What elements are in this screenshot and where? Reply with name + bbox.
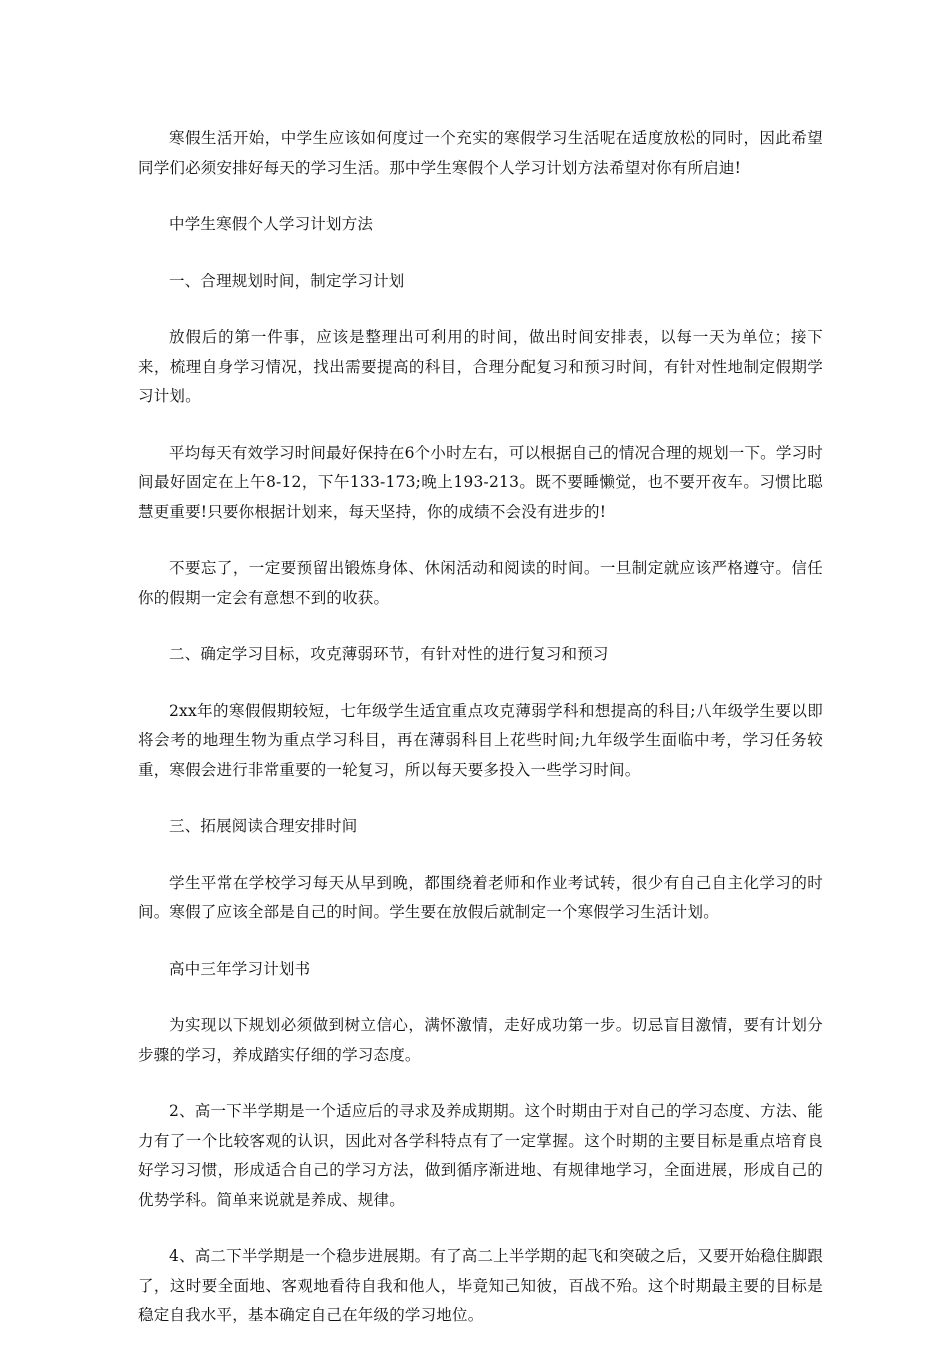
section-1-paragraph-3: 不要忘了，一定要预留出锻炼身体、休闲活动和阅读的时间。一旦制定就应该严格遵守。信任你的假期一定会有意想不到的收获。 — [138, 559, 823, 607]
plan-book-paragraph-1: 为实现以下规划必须做到树立信心，满怀激情，走好成功第一步。切忌盲目激情，要有计划分步骤的学习，养成踏实仔细的学习态度。 — [138, 1016, 823, 1064]
section-3-paragraph: 学生平常在学校学习每天从早到晚，都围绕着老师和作业考试转，很少有自己自主化学习的时间。寒假了应该全部是自己的时间。学生要在放假后就制定一个寒假学习生活计划。 — [138, 873, 823, 921]
section-2-paragraph: 2xx年的寒假假期较短，七年级学生适宜重点攻克薄弱学科和想提高的科目;八年级学生要以即将会考的地理生物为重点学习科目，再在薄弱科目上花些时间;九年级学生面临中考，学习任务较重，寒假会进行非常重要的一轮复习，所以每天要多投入一些学习时间。 — [138, 701, 823, 779]
plan-book-paragraph-3: 4、高二下半学期是一个稳步进展期。有了高二上半学期的起飞和突破之后，又要开始稳住脚跟了，这时要全面地、客观地看待自我和他人，毕竟知己知彼，百战不殆。这个时期最主要的目标是稳定自我水平，基本确定自己在年级的学习地位。 — [138, 1247, 823, 1324]
title-heading: 中学生寒假个人学习计划方法 — [169, 215, 374, 233]
document-page — [138, 124, 823, 1358]
section-1-paragraph-2: 平均每天有效学习时间最好保持在6个小时左右，可以根据自己的情况合理的规划一下。学习时间最好固定在上午8-12，下午133-173;晚上193-213。既不要睡懒觉，也不要开夜车。习惯比聪慧更重要!只要你根据计划来，每天坚持，你的成绩不会没有进步的! — [138, 443, 823, 521]
section-3-heading: 三、拓展阅读合理安排时间 — [169, 817, 358, 835]
intro-paragraph: 寒假生活开始，中学生应该如何度过一个充实的寒假学习生活呢在适度放松的同时，因此希望同学们必须安排好每天的学习生活。那中学生寒假个人学习计划方法希望对你有所启迪! — [138, 129, 823, 177]
section-1-paragraph-1: 放假后的第一件事，应该是整理出可利用的时间，做出时间安排表，以每一天为单位；接下来，梳理自身学习情况，找出需要提高的科目，合理分配复习和预习时间，有针对性地制定假期学习计划。 — [138, 328, 823, 405]
section-1-heading: 一、合理规划时间，制定学习计划 — [169, 271, 405, 290]
plan-book-paragraph-2: 2、高一下半学期是一个适应后的寻求及养成期期。这个时期由于对自己的学习态度、方法、能力有了一个比较客观的认识，因此对各学科特点有了一定掌握。这个时期的主要目标是重点培育良好学习习惯，形成适合自己的学习方法，做到循序渐进地、有规律地学习，全面进展，形成自己的优势学科。简单来说就是养成、规律。 — [138, 1102, 823, 1209]
section-2-heading: 二、确定学习目标，攻克薄弱环节，有针对性的进行复习和预习 — [169, 645, 609, 663]
plan-book-heading: 高中三年学习计划书 — [169, 959, 311, 978]
